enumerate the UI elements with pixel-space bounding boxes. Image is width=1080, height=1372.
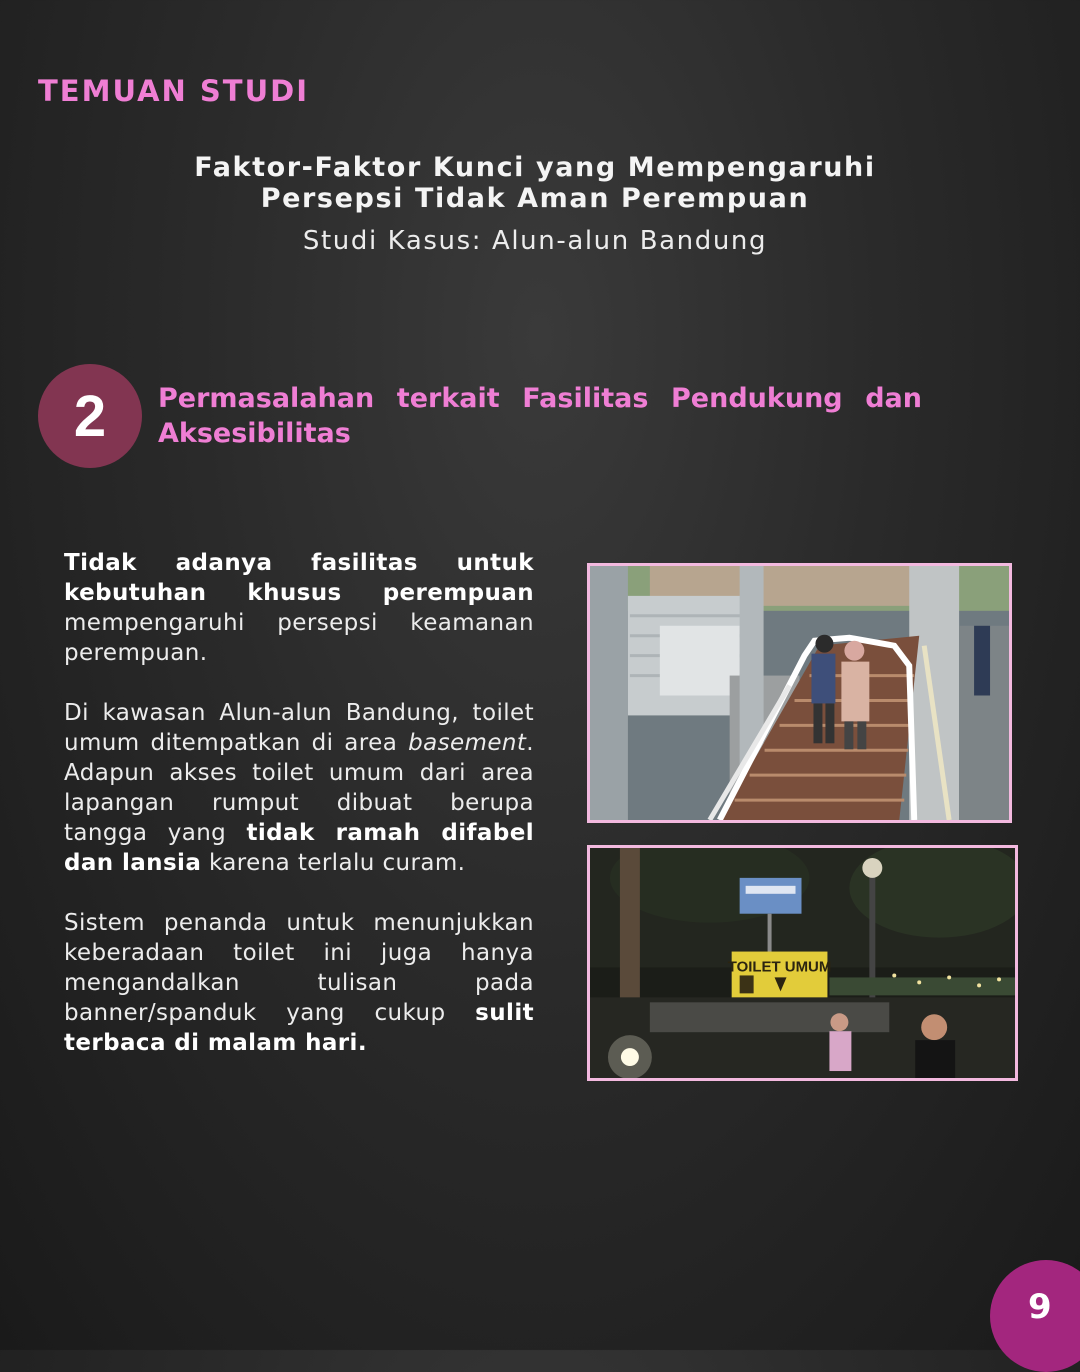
page-number: 9 [1028, 1287, 1052, 1327]
p2-italic: basement [408, 730, 527, 756]
stairs-illustration [590, 566, 1009, 820]
body-text [64, 548, 534, 1088]
p2-a: Di kawasan Alun-alun Bandung, toilet umum ditempatkan di area [64, 700, 534, 756]
p2-bold: tidak ramah difabel dan lansia [64, 820, 534, 876]
p2-c: karena terlalu curam. [201, 850, 466, 876]
paragraph-2 [64, 698, 534, 878]
stairs-photo [587, 563, 1012, 823]
night-sign-illustration [590, 848, 1015, 1078]
p1-bold: Tidak adanya fasilitas untuk kebutuhan khusus perempuan [64, 550, 534, 606]
page-title-line2: Persepsi Tidak Aman Perempuan [260, 183, 810, 214]
toilet-sign-text: TOILET UMUM [727, 958, 832, 976]
section-number-badge: 2 [38, 364, 142, 468]
p1-rest: mempengaruhi persepsi keamanan perempuan. [64, 610, 534, 666]
p2-b: . Adapun akses toilet umum dari area lapangan rumput dibuat berupa tangga yang [64, 730, 534, 846]
page-subtitle: Studi Kasus: Alun-alun Bandung [302, 226, 768, 256]
page-number-badge [990, 1260, 1080, 1372]
section-label: TEMUAN STUDI [38, 74, 309, 108]
title-block [0, 152, 1070, 256]
paragraph-1 [64, 548, 534, 668]
paragraph-3 [64, 908, 534, 1058]
p3-bold: sulit terbaca di malam hari. [64, 1000, 534, 1056]
section-heading: Permasalahan terkait Fasilitas Pendukung dan Aksesibilitas [158, 383, 922, 449]
night-sign-photo [587, 845, 1018, 1081]
page-title-line1: Faktor-Faktor Kunci yang Mempengaruhi [194, 152, 876, 183]
p3-a: Sistem penanda untuk menunjukkan keberadaan toilet ini juga hanya mengandalkan tulisan pada banner/spanduk yang cukup [64, 910, 534, 1026]
